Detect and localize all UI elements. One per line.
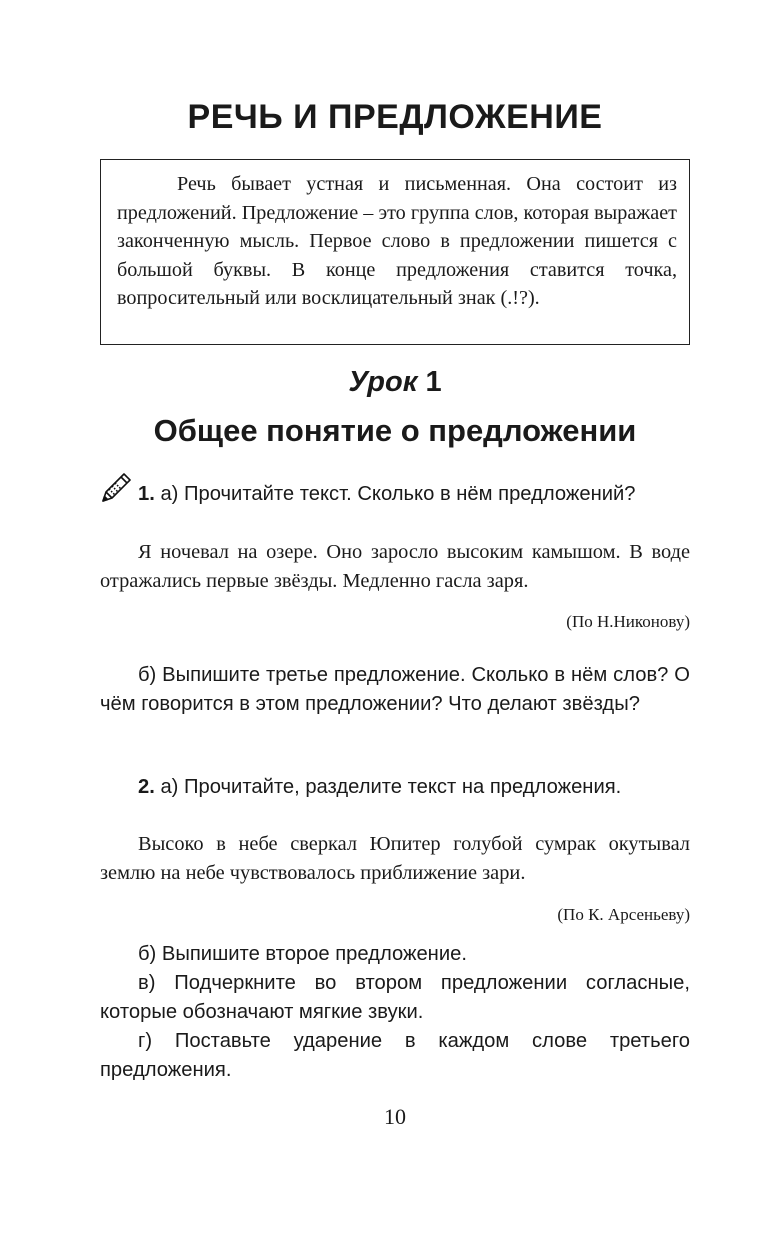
exercise2-task-b: б) Выпишите второе предложение.: [138, 943, 467, 965]
exercise2-number: 2.: [138, 776, 155, 798]
section-title: РЕЧЬ И ПРЕДЛОЖЕНИЕ: [187, 98, 603, 136]
exercise2-task-d: г) Поставьте ударение в каждом слове третьего предложения.: [100, 1030, 690, 1081]
exercise1-number: 1.: [138, 483, 155, 505]
exercise1-task-a-text: а) Прочитайте текст. Сколько в нём предложений?: [160, 483, 636, 505]
page-number: 10: [384, 1104, 406, 1129]
exercise2-task-a: [100, 773, 690, 802]
lesson-label: [100, 366, 690, 399]
exercise2-task-c: в) Подчеркните во втором предложении согласные, которые обозначают мягкие звуки.: [100, 972, 690, 1023]
rule-box: [100, 159, 690, 345]
exercise2-task-a-text: а) Прочитайте, разделите текст на предложения.: [160, 776, 622, 798]
exercise2-source: (По К. Арсеньеву): [557, 905, 690, 924]
exercise1-task-a: [100, 480, 690, 509]
exercise1-text: Я ночевал на озере. Оно заросло высоким камышом. В воде отражались первые звёзды. Медленно гасла заря.: [100, 541, 690, 592]
exercise1-task-b: б) Выпишите третье предложение. Сколько в нём слов? О чём говорится в этом предложении? Что делают звёзды?: [100, 664, 690, 715]
lesson-label-word: Урок: [348, 366, 418, 398]
rule-text: Речь бывает устная и письменная. Она состоит из предложений. Предложение – это группа слов, которая выражает законченную мысль. Первое слово в предложении пишется с большой буквы. В конце предложения ставится точка, вопросительный или восклицательный знак (.!?).: [117, 173, 677, 310]
exercise1-source: (По Н.Никонову): [566, 612, 690, 631]
exercise2-text: Высоко в небе сверкал Юпитер голубой сумрак окутывал землю на небе чувствовалось приближение зари.: [100, 833, 690, 884]
lesson-label-number: 1: [425, 366, 442, 398]
lesson-title: Общее понятие о предложении: [153, 413, 637, 448]
